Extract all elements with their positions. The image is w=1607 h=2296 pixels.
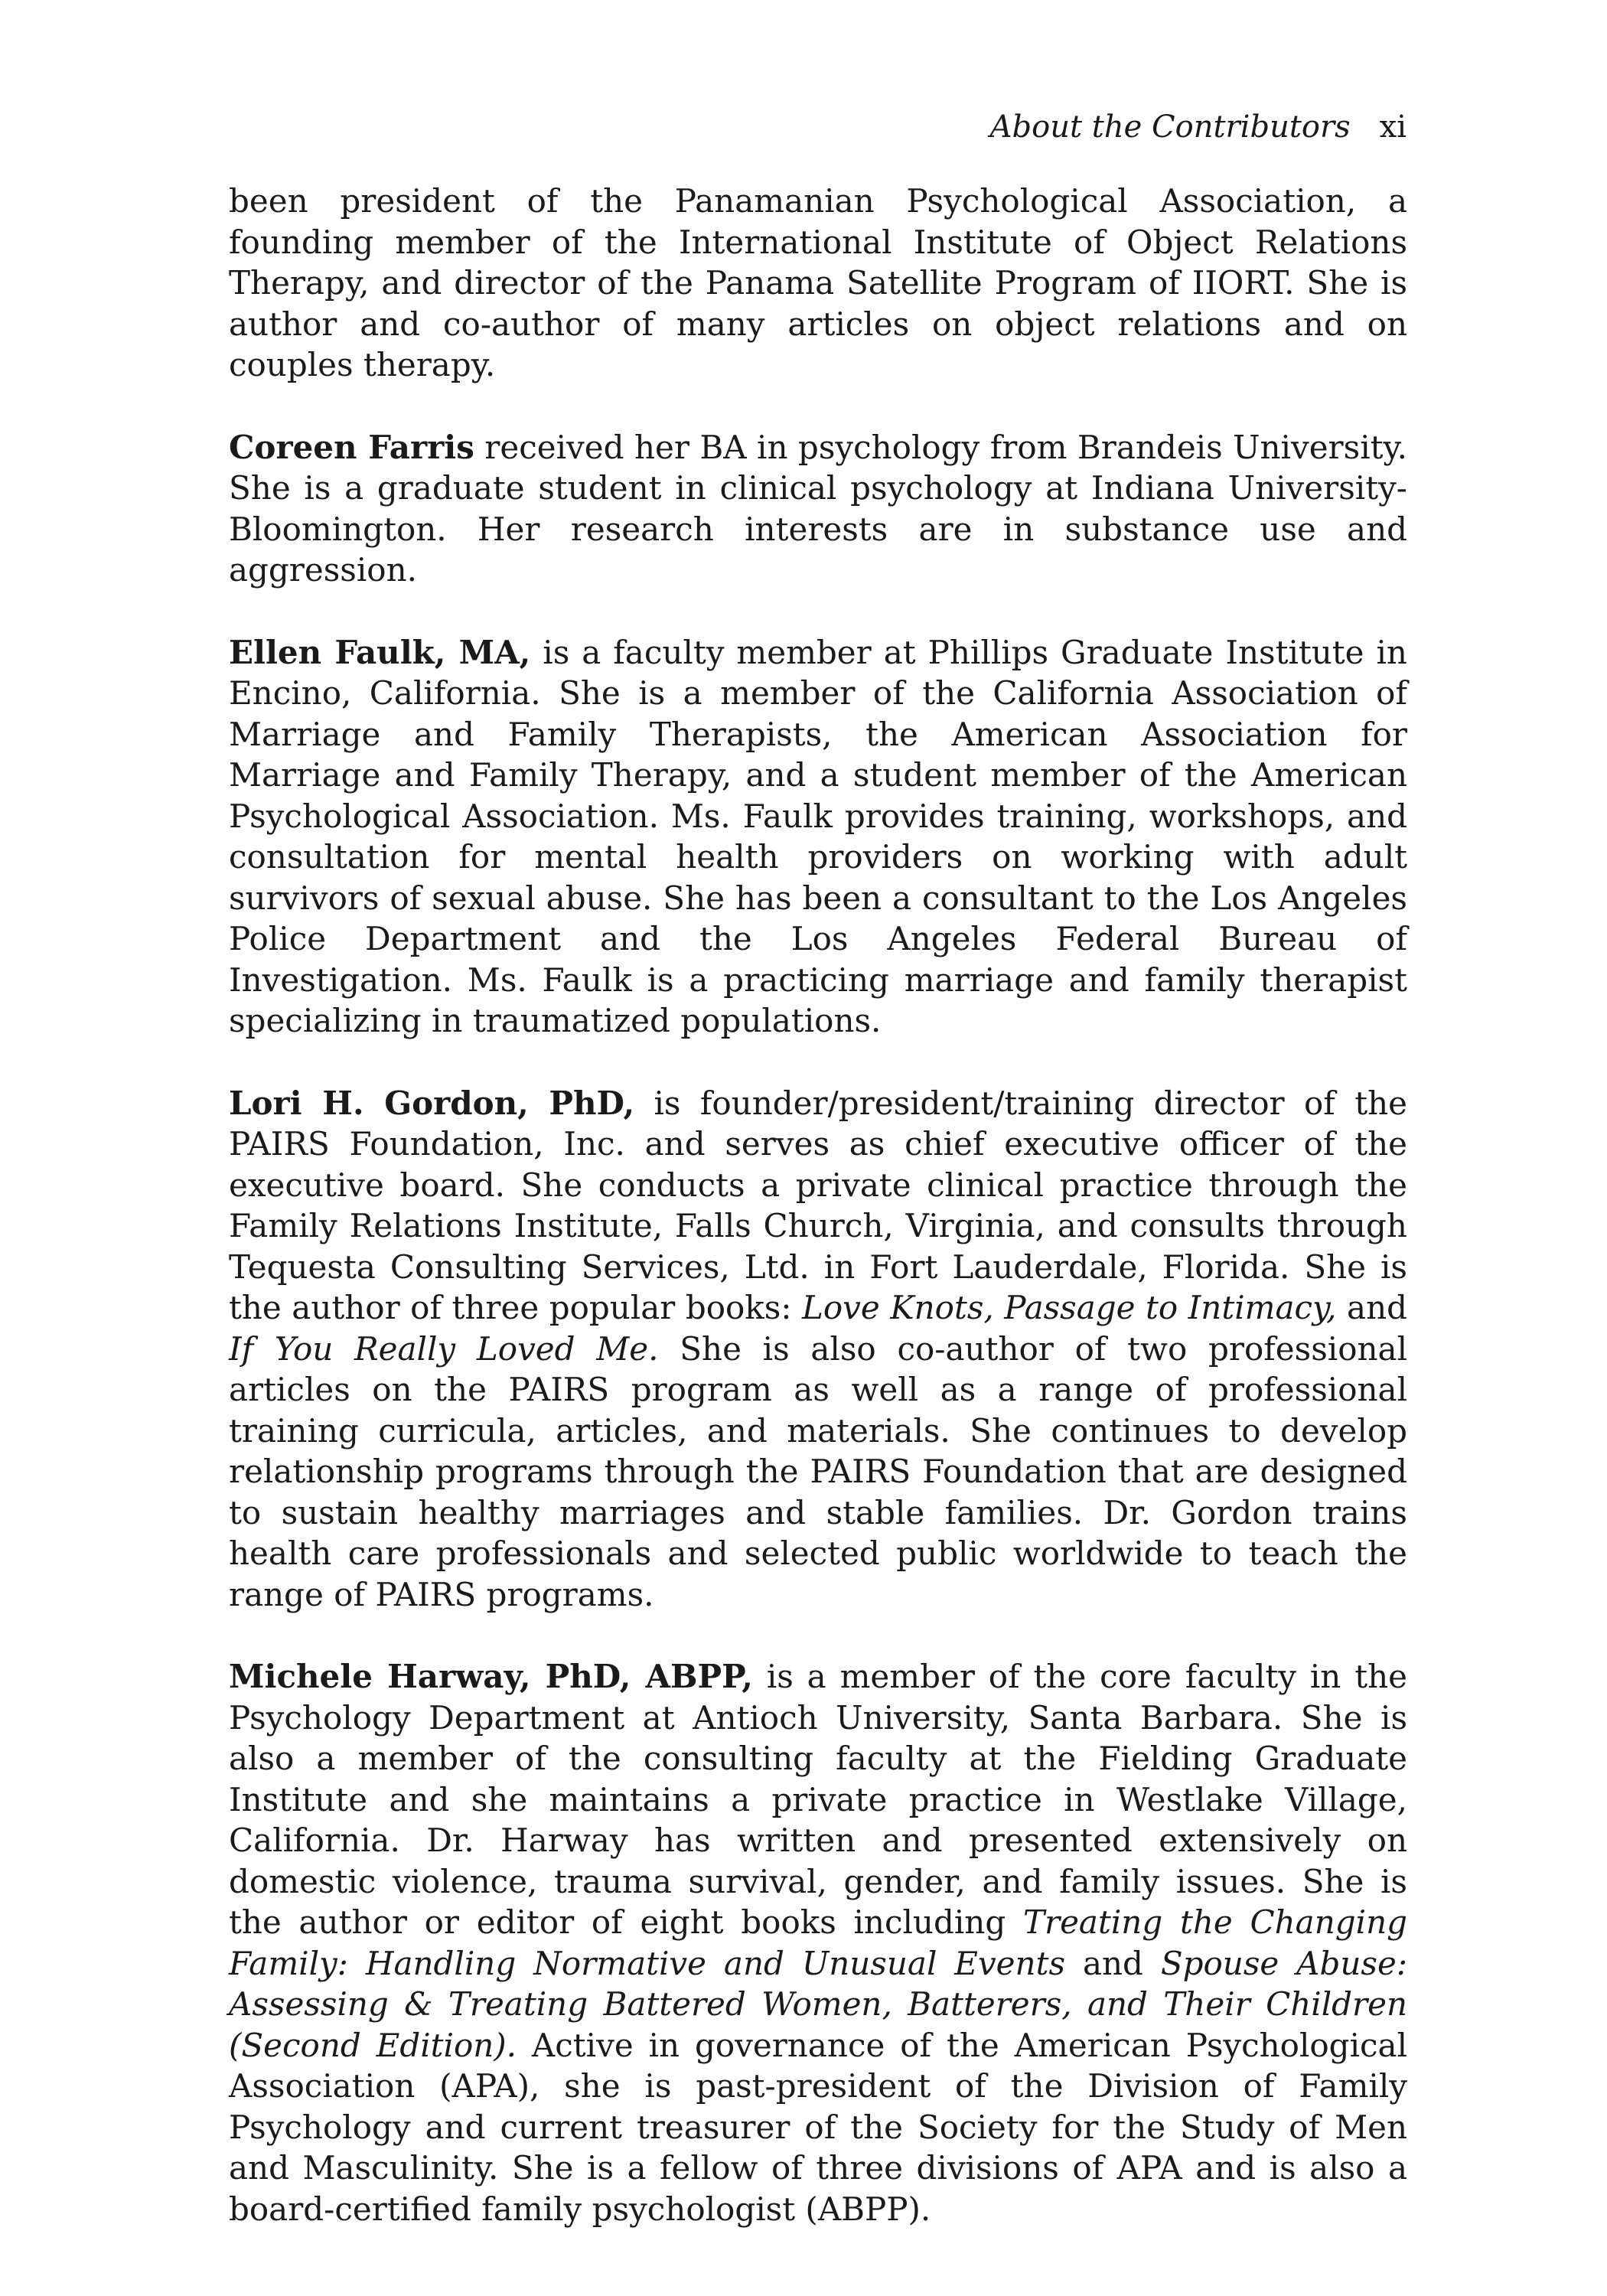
book-title: If You Really Loved Me. [229, 1329, 659, 1368]
contributor-name: Michele Harway, PhD, ABPP, [229, 1658, 753, 1695]
contributor-entry-harway [229, 1656, 1407, 2229]
contributor-bio: is a member of the core faculty in the Psychology Department at Antioch University, Santa Barbara. She is also a member of the consulting faculty at the Fielding Graduate Institute and she maintains a private practice in Westlake Village, California. Dr. Harway has written and presented extensively on domestic violence, trauma survival, gender, and family issues. She is the author or editor of eight books including [229, 1658, 1408, 1941]
section-title: About the Contributors [989, 109, 1351, 145]
contributors-list [229, 181, 1407, 2229]
book-title: Spouse Abuse: Assessing & Treating Battered Women, Batterers, and Their Children (Second Edition). [229, 1944, 1407, 2064]
paragraph-continuation [229, 181, 1407, 386]
contributor-bio: She is also co-author of two professional articles on the PAIRS program as well as a range of professional training curricula, articles, and materials. She continues to develop relationship programs through the PAIRS Foundation that are designed to sustain healthy marriages and stable families. Dr. Gordon trains health care professionals and selected public worldwide to teach the range of PAIRS programs. [229, 1329, 1407, 1613]
contributor-bio: and [1065, 1944, 1161, 1982]
contributor-name: Ellen Faulk, MA, [229, 633, 531, 671]
contributor-entry-gordon [229, 1083, 1407, 1616]
contributor-bio: and [1336, 1289, 1408, 1326]
paragraph-text: been president of the Panamanian Psychological Association, a founding member of the International Institute of Object Relations Therapy, and director of the Panama Satellite Program of IIORT. She is author and co-author of many articles on object relations and on couples therapy. [229, 182, 1407, 383]
book-title: Love Knots, Passage to Intimacy, [801, 1289, 1337, 1326]
running-head [990, 106, 1407, 148]
contributor-bio: is a faculty member at Phillips Graduate Institute in Encino, California. She is a member of the California Association of Marriage and Family Therapists, the American Association for Marriage and Family Therapy, and a student member of the American Psychological Association. Ms. Faulk provides training, workshops, and consultation for mental health providers on working with adult survivors of sexual abuse. She has been a consultant to the Los Angeles Police Department and the Los Angeles Federal Bureau of Investigation. Ms. Faulk is a practicing marriage and family therapist specializing in traumatized populations. [229, 633, 1407, 1039]
book-title: Treating the Changing Family: Handling Normative and Unusual Events [229, 1903, 1408, 1982]
contributor-name: Coreen Farris [229, 428, 474, 466]
contributor-name: Lori H. Gordon, PhD, [229, 1084, 635, 1122]
contributor-entry-farris [229, 427, 1407, 591]
page-number: xi [1379, 109, 1407, 145]
contributor-bio: received her BA in psychology from Brandeis University. She is a graduate student in clinical psychology at Indiana University-Bloomington. Her research interests are in substance use and aggression. [229, 428, 1407, 589]
contributor-bio: is founder/president/training director of the PAIRS Foundation, Inc. and serves as chief executive officer of the executive board. She conducts a private clinical practice through the Family Relations Institute, Falls Church, Virginia, and consults through Tequesta Consulting Services, Ltd. in Fort Lauderdale, Florida. She is the author of three popular books: [229, 1084, 1407, 1326]
contributor-bio: Active in governance of the American Psychological Association (APA), she is past-president of the Division of Family Psychology and current treasurer of the Society for the Study of Men and Masculinity. She is a fellow of three divisions of APA and is also a board-certified family psychologist (ABPP). [229, 2026, 1407, 2228]
contributor-entry-faulk [229, 632, 1407, 1042]
